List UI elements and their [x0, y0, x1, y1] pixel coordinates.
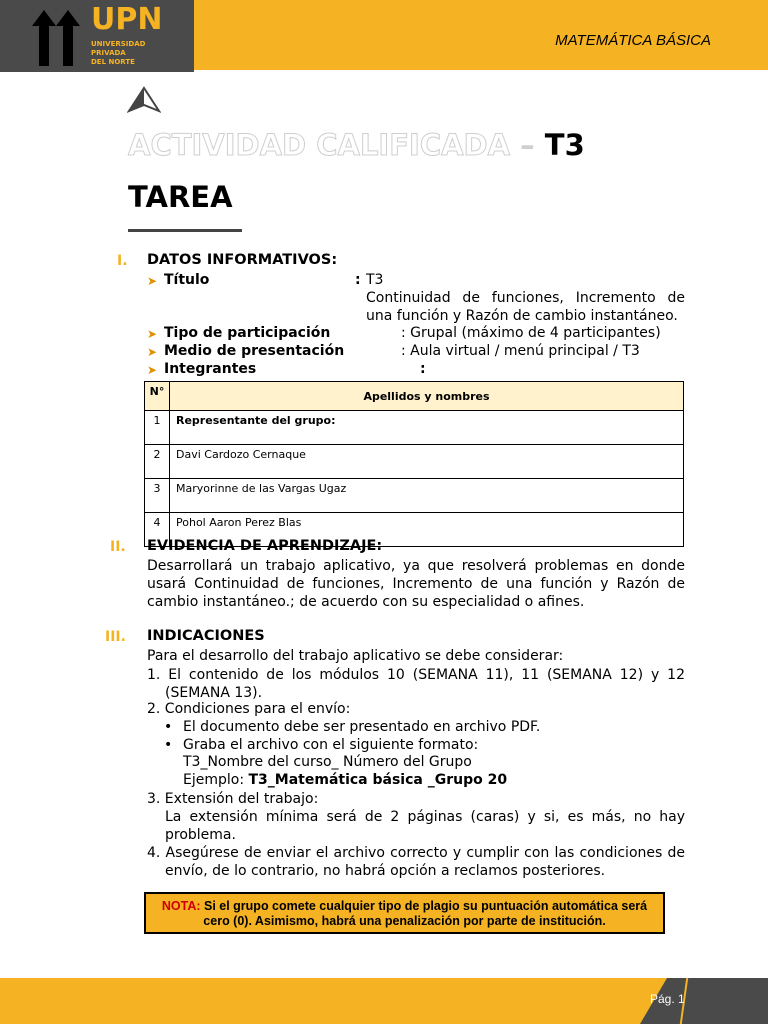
- titulo-colon: :: [355, 272, 361, 288]
- tipo-label: Tipo de participación: [164, 325, 331, 341]
- arrow-bullet-icon: ➤: [147, 327, 158, 341]
- section-3-heading: INDICACIONES: [147, 628, 265, 644]
- section-1-heading: DATOS INFORMATIVOS:: [147, 252, 338, 268]
- table-header-row: [145, 382, 684, 411]
- row-name: Maryorinne de las Vargas Ugaz: [170, 479, 684, 513]
- medio-value: : Aula virtual / menú principal / T3: [401, 343, 640, 359]
- titulo-description: Continuidad de funciones, Incremento de una función y Razón de cambio instantáneo.: [366, 290, 685, 324]
- bullet-dot-icon: •: [164, 719, 173, 735]
- titulo-label: Título: [164, 272, 210, 288]
- row-name: Pohol Aaron Perez Blas: [170, 513, 684, 547]
- titulo-value: T3: [366, 272, 384, 288]
- bullet-format: Graba el archivo con el siguiente formato:: [183, 737, 479, 753]
- header-divider: [194, 70, 768, 73]
- row-num: 3: [145, 479, 170, 513]
- logo-subtitle: UNIVERSIDAD PRIVADA DEL NORTE: [91, 40, 146, 66]
- nota-text-1: Si el grupo comete cualquier tipo de plagio su puntuación automática será: [200, 899, 648, 913]
- row-num: 4: [145, 513, 170, 547]
- table-row: [145, 445, 684, 479]
- title-outlined: ACTIVIDAD CALIFICADA: [128, 128, 511, 162]
- section-2-number: II.: [110, 539, 126, 555]
- section-3-intro: Para el desarrollo del trabajo aplicativo se debe considerar:: [147, 648, 564, 664]
- table-row: [145, 479, 684, 513]
- section-3-number: III.: [105, 629, 126, 645]
- nota-label: NOTA:: [161, 899, 201, 913]
- title-dash: –: [520, 128, 535, 162]
- example-line: [183, 772, 507, 788]
- page-subtitle: TAREA: [128, 180, 233, 214]
- members-table: [144, 381, 684, 547]
- example-value: T3_Matemática básica _Grupo 20: [248, 772, 508, 788]
- logo-text: UPN: [91, 2, 163, 37]
- section-2-heading: EVIDENCIA DE APRENDIZAJE:: [147, 538, 383, 554]
- page-title: [128, 128, 585, 162]
- title-code: T3: [544, 128, 585, 162]
- indication-item-4: 4. Asegúrese de enviar el archivo correcto y cumplir con las condiciones de envío, de lo contrario, no habrá opción a reclamos posteriores.: [147, 845, 685, 879]
- integrantes-colon: :: [420, 361, 426, 377]
- integrantes-label: Integrantes: [164, 361, 257, 377]
- row-name: Representante del grupo:: [170, 411, 684, 445]
- course-name: MATEMÁTICA BÁSICA: [555, 32, 711, 49]
- arrow-bullet-icon: ➤: [147, 363, 158, 377]
- indication-item-2: 2. Condiciones para el envío:: [147, 701, 351, 717]
- page-number: Pág. 1: [650, 992, 685, 1006]
- section-2-body: Desarrollará un trabajo aplicativo, ya que resolverá problemas en donde usará Continuidad de funciones, Incremento de una función y Razón de cambio instantáneo.; de acuerdo con su especialidad o afines.: [147, 558, 685, 610]
- upn-arrows-icon: [30, 6, 86, 68]
- indication-item-3-body: La extensión mínima será de 2 páginas (caras) y si, es más, no hay problema.: [165, 809, 685, 843]
- section-1-number: I.: [117, 253, 128, 269]
- bullet-dot-icon: •: [164, 737, 173, 753]
- row-num: 2: [145, 445, 170, 479]
- title-underline: [128, 229, 242, 232]
- tipo-value: : Grupal (máximo de 4 participantes): [401, 325, 661, 341]
- format-line: T3_Nombre del curso_ Número del Grupo: [183, 754, 472, 770]
- nota-text-2: cero (0). Asimismo, habrá una penalización por parte de institución.: [203, 914, 606, 928]
- bullet-pdf: El documento debe ser presentado en archivo PDF.: [183, 719, 541, 735]
- table-row: [145, 411, 684, 445]
- row-name: Davi Cardozo Cernaque: [170, 445, 684, 479]
- indication-item-3: 3. Extensión del trabajo:: [147, 791, 319, 807]
- nota-box: [144, 892, 665, 934]
- arrow-bullet-icon: ➤: [147, 274, 158, 288]
- example-label: Ejemplo:: [183, 772, 249, 788]
- col-num-header: N°: [145, 382, 170, 411]
- row-num: 1: [145, 411, 170, 445]
- upn-logo: [0, 0, 194, 72]
- col-name-header: Apellidos y nombres: [170, 382, 684, 411]
- arrow-bullet-icon: ➤: [147, 345, 158, 359]
- navigation-arrow-icon: [127, 86, 161, 114]
- medio-label: Medio de presentación: [164, 343, 345, 359]
- indication-item-1: 1. El contenido de los módulos 10 (SEMANA 11), 11 (SEMANA 12) y 12 (SEMANA 13).: [147, 667, 685, 701]
